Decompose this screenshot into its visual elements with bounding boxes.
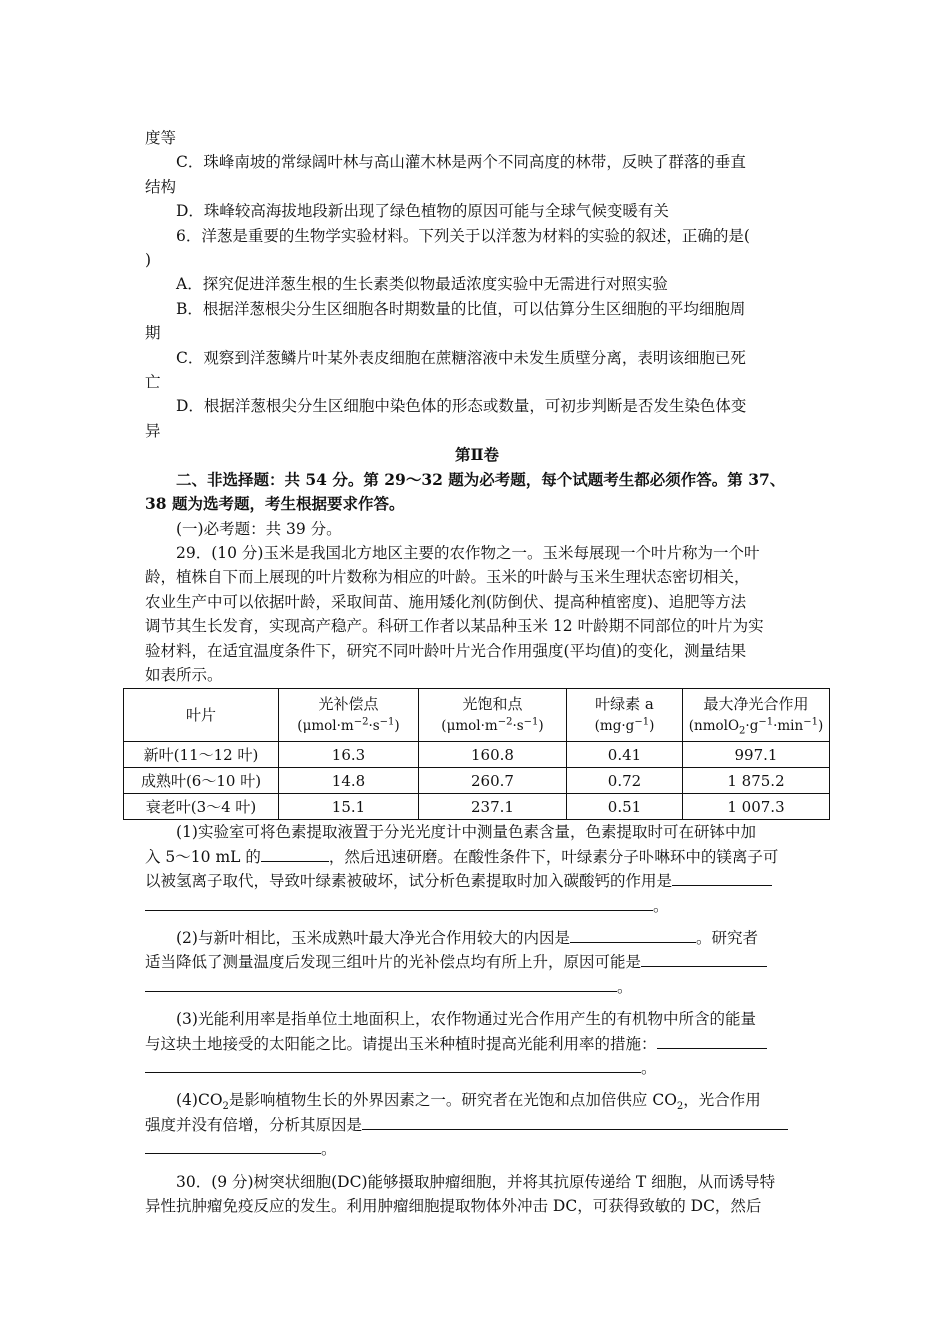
option-c-line: C．观察到洋葱鳞片叶某外表皮细胞在蔗糖溶液中未发生质壁分离，表明该细胞已死: [176, 348, 746, 367]
answer-blank[interactable]: [145, 1057, 641, 1073]
option-b-line: B．根据洋葱根尖分生区细胞各时期数量的比值，可以估算分生区细胞的平均细胞周: [176, 299, 746, 318]
cell-lcp: 14.8: [279, 768, 419, 794]
text-line: 验材料，在适宜温度条件下，研究不同叶龄叶片光合作用强度(平均值)的变化，测量结果: [145, 641, 747, 660]
q1-line: (1)实验室可将色素提取液置于分光光度计中测量色素含量，色素提取时可在研钵中加: [176, 823, 756, 842]
answer-blank[interactable]: [145, 895, 653, 911]
cell-leaf: 成熟叶(6～10 叶): [124, 768, 279, 794]
q1-line: 。: [145, 894, 809, 918]
subsection-title: (一)必考题：共 39 分。: [176, 519, 342, 538]
text-line: ): [145, 251, 152, 270]
text-line: 期: [145, 324, 161, 343]
option-d-line: D．珠峰较高海拔地段新出现了绿色植物的原因可能与全球气候变暖有关: [176, 202, 669, 221]
table-row: [124, 742, 830, 768]
q1-line: 入 5～10 mL 的 ，然后迅速研磨。在酸性条件下，叶绿素分子卟啉环中的镁离子可: [145, 847, 779, 866]
table-row: [124, 768, 830, 794]
cell-chl: 0.72: [567, 768, 683, 794]
q3-line: (3)光能利用率是指单位土地面积上，农作物通过光合作用产生的有机物中所含的能量: [176, 1010, 756, 1029]
header-leaf: 叶片: [124, 689, 279, 742]
option-c-line: C．珠峰南坡的常绿阔叶林与高山灌木林是两个不同高度的林带，反映了群落的垂直: [176, 153, 746, 172]
section-instructions: 二、非选择题：共 54 分。第 29～32 题为必考题，每个试题考生都必须作答。第 37、: [176, 469, 786, 489]
text-line: 调节其生长发育，实现高产稳产。科研工作者以某品种玉米 12 叶龄期不同部位的叶片为实: [145, 617, 764, 636]
header-max-net-photosynthesis: 最大净光合作用 $(nmolO_2\cdot g^{-1}\cdot\min^{-1})$: [683, 689, 830, 742]
q4-line: 强度并没有倍增，分析其原因是: [145, 1113, 809, 1137]
answer-blank[interactable]: [641, 951, 767, 967]
answer-blank[interactable]: [362, 1114, 788, 1130]
question-29-stem: 29．(10 分)玉米是我国北方地区主要的农作物之一。玉米每展现一个叶片称为一个叶: [176, 543, 760, 562]
q2-line: (2)与新叶相比，玉米成熟叶最大净光合作用较大的内因是 。研究者: [176, 928, 758, 947]
q4-line: $(4)CO_2$是影响植物生长的外界因素之一。研究者在光饱和点加倍供应 $CO_2$，光合作用: [176, 1091, 761, 1113]
document-page: [140, 126, 824, 1218]
table-row: [124, 794, 830, 820]
text-line: 异: [145, 421, 161, 440]
option-d-line: D．根据洋葱根尖分生区细胞中染色体的形态或数量，可初步判断是否发生染色体变: [176, 397, 747, 416]
q1-line: 以被氢离子取代，导致叶绿素被破坏，试分析色素提取时加入碳酸钙的作用是: [145, 869, 809, 893]
question-6-stem: 6．洋葱是重要的生物学实验材料。下列关于以洋葱为材料的实验的叙述，正确的是(: [176, 226, 750, 245]
cell-max: 1 875.2: [683, 768, 830, 794]
cell-lcp: 15.1: [279, 794, 419, 820]
text-line: 结构: [145, 177, 177, 196]
answer-blank[interactable]: [145, 1138, 321, 1154]
text-line: 农业生产中可以依据叶龄，采取间苗、施用矮化剂(防倒伏、提高种植密度)、追肥等方法: [145, 592, 747, 611]
cell-lsp: 160.8: [419, 742, 567, 768]
text-line: 度等: [145, 129, 177, 147]
cell-chl: 0.41: [567, 742, 683, 768]
q4-line: 。: [145, 1137, 809, 1161]
q2-line: 。: [145, 975, 809, 999]
cell-leaf: 衰老叶(3～4 叶): [124, 794, 279, 820]
text-line: 亡: [145, 373, 161, 392]
answer-blank[interactable]: [261, 846, 329, 862]
text-line: 如表所示。: [145, 665, 223, 684]
answer-blank[interactable]: [672, 870, 772, 886]
text-line: 龄，植株自下而上展现的叶片数称为相应的叶龄。玉米的叶龄与玉米生理状态密切相关，: [145, 568, 750, 587]
header-chlorophyll-a: 叶绿素 a $(mg\cdot g^{-1})$: [567, 689, 683, 742]
header-light-compensation-point: 光补偿点 $(\mu mol\cdot m^{-2}\cdot s^{-1})$: [279, 689, 419, 742]
cell-chl: 0.51: [567, 794, 683, 820]
cell-leaf: 新叶(11～12 叶): [124, 742, 279, 768]
cell-lsp: 260.7: [419, 768, 567, 794]
answer-blank[interactable]: [657, 1033, 767, 1049]
section-instructions: 38 题为选考题，考生根据要求作答。: [145, 494, 405, 514]
section-title: 第Ⅱ卷: [454, 445, 500, 465]
cell-lsp: 237.1: [419, 794, 567, 820]
text-line: 异性抗肿瘤免疫反应的发生。利用肿瘤细胞提取物体外冲击 DC，可获得致敏的 DC，然后: [145, 1197, 762, 1216]
cell-max: 997.1: [683, 742, 830, 768]
data-table: [123, 688, 830, 820]
question-30-stem: 30．(9 分)树突状细胞(DC)能够摄取肿瘤细胞，并将其抗原传递给 T 细胞，从而诱导特: [176, 1172, 776, 1191]
option-a-line: A．探究促进洋葱生根的生长素类似物最适浓度实验中无需进行对照实验: [176, 275, 668, 294]
q2-line: 适当降低了测量温度后发现三组叶片的光补偿点均有所上升，原因可能是: [145, 950, 809, 974]
q3-line: 与这块土地接受的太阳能之比。请提出玉米种植时提高光能利用率的措施：: [145, 1032, 809, 1056]
answer-blank[interactable]: [145, 976, 617, 992]
cell-max: 1 007.3: [683, 794, 830, 820]
header-light-saturation-point: 光饱和点 $(\mu mol\cdot m^{-2}\cdot s^{-1})$: [419, 689, 567, 742]
q3-line: 。: [145, 1056, 809, 1080]
cell-lcp: 16.3: [279, 742, 419, 768]
table-header-row: [124, 689, 830, 742]
answer-blank[interactable]: [570, 927, 696, 943]
